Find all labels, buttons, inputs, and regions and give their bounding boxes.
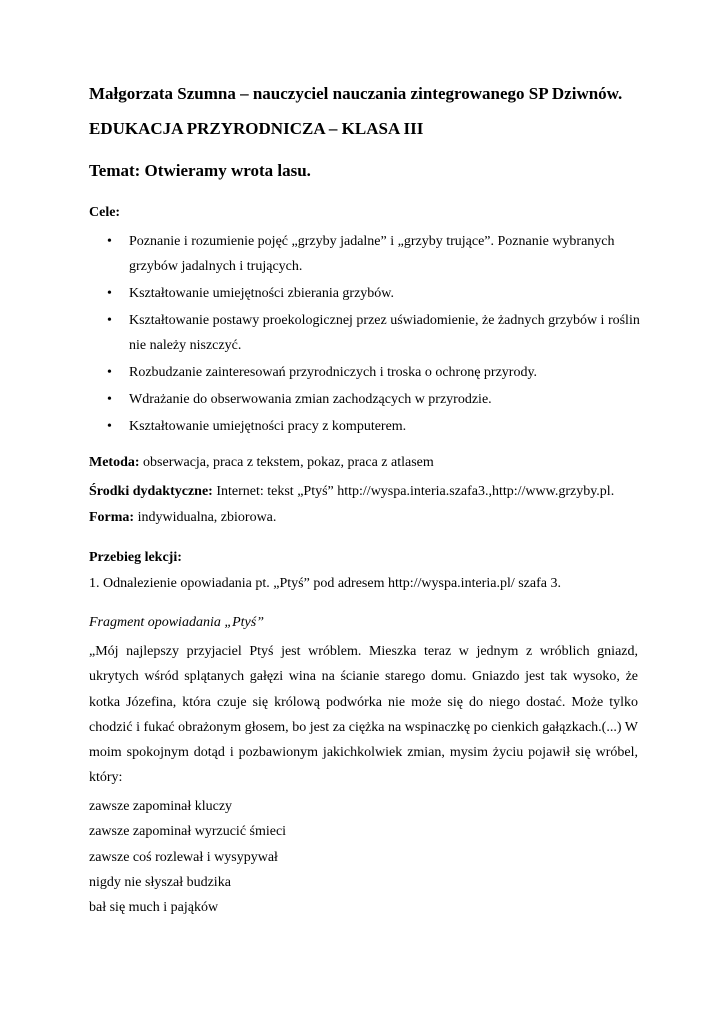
fragment-line: zawsze zapominał wyrzucić śmieci (89, 824, 287, 840)
lesson-step-1: 1. Odnalezienie opowiadania pt. „Ptyś” pod adresem http://wyspa.interia.pl/ szafa 3. (89, 576, 561, 591)
method-line (89, 455, 434, 471)
form-label: Forma: (89, 510, 135, 525)
goal-item: • Kształtowanie umiejętności zbierania grzybów. (89, 281, 649, 306)
author-line: Małgorzata Szumna – nauczyciel nauczania zintegrowanego SP Dziwnów. (89, 84, 623, 103)
goal-item: • Poznanie i rozumienie pojęć „grzyby jadalne” i „grzyby trujące”. Poznanie wybranych grzybów jadalnych i trujących. (89, 229, 649, 279)
bullet-icon: • (107, 313, 112, 328)
bullet-icon: • (107, 286, 112, 301)
fragment-line: nigdy nie słyszał budzika (89, 874, 231, 890)
fragment-line: zawsze coś rozlewał i wysypywał (89, 849, 278, 865)
means-line (89, 484, 614, 500)
goal-item: • Rozbudzanie zainteresowań przyrodniczych i troska o ochronę przyrody. (89, 360, 649, 385)
bullet-icon: • (107, 365, 112, 380)
goals-list (89, 229, 649, 441)
goal-item: • Wdrażanie do obserwowania zmian zachodzących w przyrodzie. (89, 387, 649, 412)
fragment-line: zawsze zapominał kluczy (89, 799, 233, 814)
bullet-icon: • (107, 392, 112, 407)
form-line (89, 510, 276, 526)
means-value: Internet: tekst „Ptyś” http://wyspa.interia.szafa3.,http://www.grzyby.pl. (212, 484, 615, 499)
goal-item: • Kształtowanie postawy proekologicznej przez uświadomienie, że żadnych grzybów i roślin nie należy niszczyć. (89, 308, 649, 358)
fragment-text: „Mój najlepszy przyjaciel Ptyś jest wróblem. Mieszka teraz w jednym z wróblich gniazd, ukrytych wśród splątanych gałęzi wina na ścianie starego domu. Gniazdo jest tak wysoko, że kotka Józefina, która czuje się królową podwórka nie może się do niego dostać. Może tylko chodzić i fukać obrażonym głosem, bo jest za ciężka na wspinaczkę po cienkich gałązkach.(...) W moim spokojnym dotąd i pozbawionym jakichkolwiek zmian, mysim życiu pojawił się wróbel, który: (89, 644, 638, 786)
means-label: Środki dydaktyczne: (89, 484, 213, 499)
topic-line: Temat: Otwieramy wrota lasu. (89, 161, 311, 180)
method-value: obserwacja, praca z tekstem, pokaz, praca z atlasem (139, 455, 434, 470)
goals-label: Cele: (89, 205, 121, 220)
method-label: Metoda: (89, 455, 140, 470)
fragment-title: Fragment opowiadania „Ptyś” (89, 615, 265, 630)
lesson-label: Przebieg lekcji: (89, 550, 182, 565)
bullet-icon: • (107, 419, 112, 434)
fragment-lines (89, 794, 286, 920)
bullet-icon: • (107, 234, 112, 249)
form-value: indywidualna, zbiorowa. (134, 510, 277, 525)
subject-line: EDUKACJA PRZYRODNICZA – KLASA III (89, 119, 424, 138)
goal-item: • Kształtowanie umiejętności pracy z komputerem. (89, 414, 649, 439)
fragment-line: bał się much i pająków (89, 900, 219, 916)
